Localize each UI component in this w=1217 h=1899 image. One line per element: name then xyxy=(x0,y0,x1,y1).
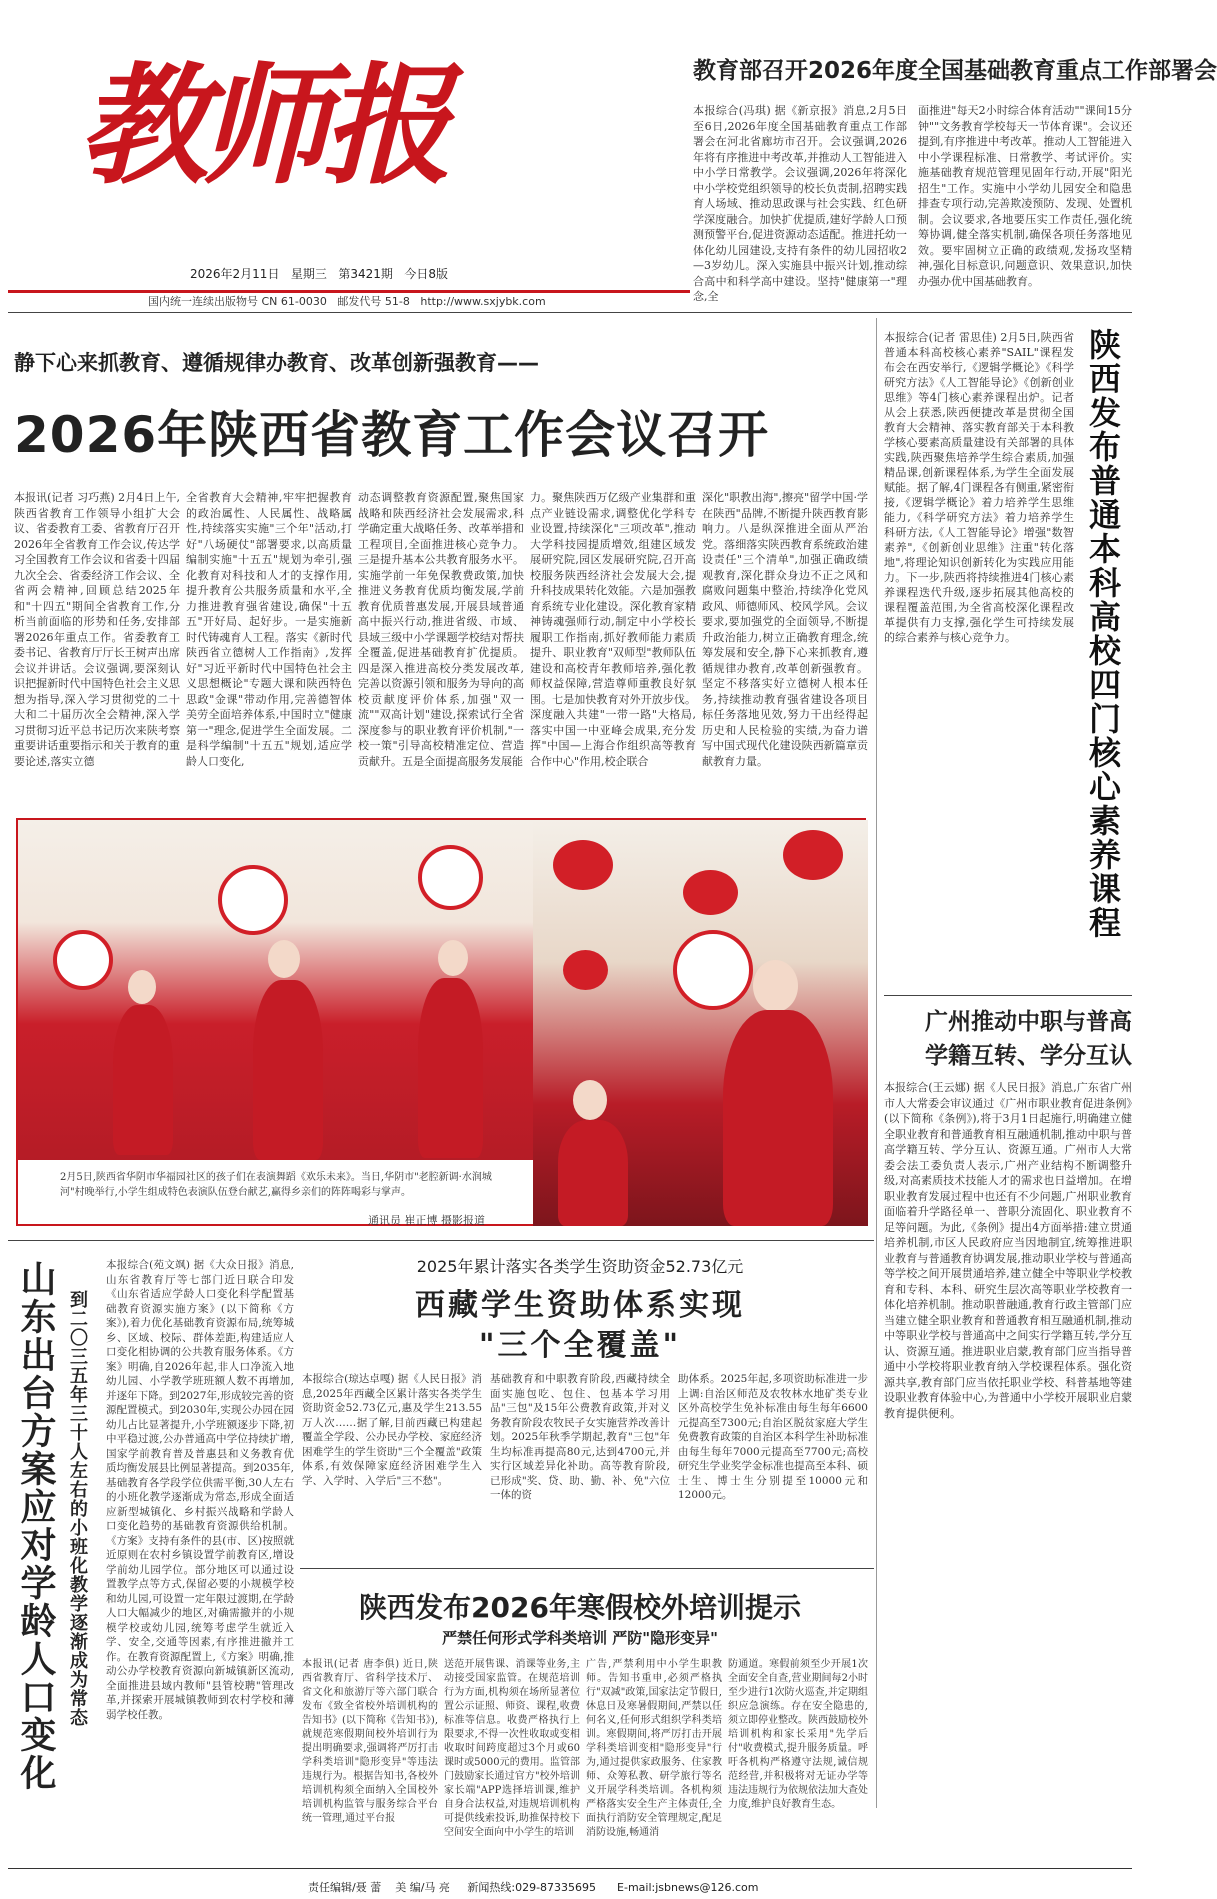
masthead-rule xyxy=(8,290,690,293)
footer-email[interactable]: E-mail:jsbnews@126.com xyxy=(617,1881,759,1894)
red-fan xyxy=(673,930,753,1010)
lantern xyxy=(783,830,843,880)
issue-number: 第3421期 xyxy=(338,267,393,281)
photo-right-dancer xyxy=(533,820,868,1226)
dancer xyxy=(558,1120,628,1226)
child-face xyxy=(753,960,798,1012)
divider xyxy=(8,312,1132,313)
dancer xyxy=(723,1010,833,1226)
red-fan xyxy=(218,865,288,935)
dancer xyxy=(418,978,483,1158)
child-face xyxy=(438,940,468,976)
shandong-body: 本报综合(苑文飒) 据《大众日报》消息,山东省教育厅等七部门近日联合印发《山东省适应学龄人口变化科学配置基础教育资源实施方案》(以下简称《方案》),着力优化基础教育资源布局,统筹城乡、区域、校际、群体差距,构建适应人口变化相协调的公共教育服务体系。《方案》明确,自2026年起,非人口净流入地幼儿园、小学教学班班额人数不再增加,并逐年下降。到2027年,形成较完善的资源配置模式。到2030年,实现公办园在园幼儿占比显著提升,小学班额逐步下降,初中平稳过渡,公办普通高中学位持续扩增,国家学前教育普及普惠县和义务教育优质均衡发展县比例显著提高。到2035年,基础教育各学段学位供需平衡,30人左右的小班化教学逐渐成为常态,形成全面适应新型城镇化、乡村振兴战略和学龄人口变化趋势的基础教育资源供给机制。《方案》支持有条件的县(市、区)按照就近原则在农村乡镇设置学前教育区,增设学前幼儿园学位。部分地区可以通过设置教学点等方式,保留必要的小规模学校和幼儿园,可设置一定年限过渡期,在学龄人口大幅减少的地区,对确需撤并的小规模学校或幼儿园,统筹考虑学生就近入学、安全,交通等因素,有序推进撤并工作。在教育资源配置上,《方案》明确,推动公办学校教育资源向新城镇新区流动,全面推进县域内教师"县管校聘"管理改革,并探索开展城镇教师到农村学校和薄弱学校任教。 xyxy=(106,1259,294,1721)
dancer xyxy=(253,980,323,1160)
red-fan xyxy=(53,930,113,990)
child-face xyxy=(268,940,300,978)
registration-cn: 国内统一连续出版物号 CN 61-0030 xyxy=(148,295,327,308)
divider xyxy=(8,1240,874,1241)
winter-headline: 陕西发布2026年寒假校外培训提示 xyxy=(359,1591,801,1624)
lead-col-4: 力。聚焦陕西万亿级产业集群和重点产业链设需求,调整优化学科专业设置,持续深化"三项改革",推动大学科技园提质增效,组建区域发展研究院,园区发展研究院,召开高校服务陕西经济社会发展大会,提升科技成果转化效能。六是加强教育系统专业化建设。深化教育家精神铸魂强师行动,制定中小学校长履职工作指南,抓好教师能力素质提升、职业教育"双师型"教师队伍建设和高校青年教师培养,强化教师权益保障,营造尊师重教良好氛围。七是加快教育对外开放步伐。深度融入共建"一带一路"大格局,落实中国一中亚峰会成果,充分发挥"中国—上海合作组织高等教育合作中心"作用,校企联合 xyxy=(530,491,696,768)
news-photo xyxy=(16,818,866,1226)
guangzhou-headline-2: 学籍互转、学分互认 xyxy=(925,1043,1132,1069)
lead-col-3: 动态调整教育资源配置,聚焦国家战略和陕西经济社会发展需求,科学确定重大战略任务、改革举措和工程项目,全面推进核心竞争力。三是提升基本公共教育服务水平。实施学前一年免保教费政策,加快推进义务教育优质均衡发展,学前教育优质普惠发展,开展县域普通高中振兴行动,推进省级、市域、县域三级中小学课题学校结对帮扶全覆盖,促进基础教育扩优提质。四是深入推进高校分类发展改革,完善以资源引领和服务为导向的高校贡献度评价体系,加强"双一流""双高计划"建设,探索试行全省深度参与的职业教育评价机制,"一校一策"引导高校精准定位、营造贡献升。五是全面提高服务发展能 xyxy=(358,491,524,768)
lantern xyxy=(553,840,613,890)
guangzhou-body: 本报综合(王云娜) 据《人民日报》消息,广东省广州市人大常委会审议通过《广州市职业教育促进条例》(以下简称《条例》),将于3月1日起施行,明确建立健全职业教育和普通教育相互融通机制,推动中职与普高学籍互转、学分互认、资源互通。广州市人大常委会法工委负责人表示,广州产业结构不断调整升级,对高素质技术技能人才的需求也日益增加。在增职业教育发展过程中也还有不少问题,广州职业教育面临着升学路径单一、普职分流固化、职业教育不足等问题。为此,《条例》提出4方面举措:建立贯通培养机制,市区人民政府应当因地制宜,统筹推进职业教育与普通教育协调发展,推动职业学校与普通高等学校之间开展贯通培养,建立健全中等职业学校教育和专科、本科、研究生层次高等职业学校教育一体化培养机制。推动职普融通,教育行政主管部门应当建立健全职业教育和普通教育相互融通机制,推动中等职业学校与普通高中之间实行学籍互转,学分互认、资源互通。推进职业启蒙,教育部门应当指导普通中小学校将职业教育纳入学校课程体系。强化资源共享,教育部门应当依托职业学校、科普基地等建设职业教育体验中心,为普通中小学校开展职业启蒙教育提供便利。 xyxy=(884,1081,1132,1420)
masthead-logo: 教师报 xyxy=(78,49,445,202)
tibet-kicker: 2025年累计落实各类学生资助资金52.73亿元 xyxy=(416,1257,744,1276)
registration-line xyxy=(8,294,690,310)
lead-col-1: 本报讯(记者 习巧燕) 2月4日上午,陕西省教育工作领导小组扩大会议、省委教育工委、省教育厅召开2026年全省教育工作会议,传达学习全国教育工作会议和省委十四届九次全会、省委经济工作会议、全省两会精神,回顾总结2025年和"十四五"期间全省教育工作,分析当前面临的形势和任务,安排部署2026年重点工作。省委教育工委书记、省教育厅厅长王树声出席会议并讲话。会议强调,要深刻认识把握新时代中国特色社会主义思想为指导,深入学习贯彻党的二十大和二十届历次全会精神,深入学习贯彻习近平总书记历次来陕考察重要讲话重要指示和关于教育的重要论述,落实立德 xyxy=(14,491,180,768)
page-footer xyxy=(8,1868,1132,1895)
child-face xyxy=(573,1080,607,1120)
top-story-headline: 教育部召开2026年度全国基础教育重点工作部署会 xyxy=(693,58,1217,84)
lead-headline: 2026年陕西省教育工作会议召开 xyxy=(14,406,770,464)
tibet-col-3: 助体系。2025年起,多项资助标准进一步上调:自治区师范及农牧林水地矿类专业区外高校学生免补标准由每生每年6600元提高至7300元;自治区脱贫家庭大学生免费教育政策的自治区本科学生补助标准由每生每年7000元提高至7700元;高校研究生学业奖学金标准也提高至本科、硕士生、博士生分别提至10000元和12000元。 xyxy=(678,1373,868,1501)
tibet-col-2: 基础教育和中职教育阶段,西藏持续全面实施包吃、包住、包基本学习用品"三包"及15年公费教育政策,并对义务教育阶段农牧民子女实施营养改善计划。2025年秋季学期起,教育"三包"年生均标准再提高80元,达到4700元,并实行区域差异化补助。高等教育阶段,已形成"奖、贷、助、勤、补、免"六位一体的资 xyxy=(490,1373,670,1501)
website-link[interactable]: http://www.sxjybk.com xyxy=(420,295,546,308)
tibet-headline-1: 西藏学生资助体系实现 xyxy=(415,1288,745,1323)
winter-col-3: 广告,严禁利用中小学生职教师。告知书重申,必须严格执行"双减"政策,国家法定节假日,休息日及寒暑假期间,严禁以任何名义,任何形式组织学科类培训。寒假期间,将严厉打击开展学科类培训变相"隐形变异"行为,通过提供家政服务、住家教师、众筹私教、研学旅行等名义开展学科类培训。各机构须严格落实安全生产主体责任,全面执行消防安全管理规定,配足消防设施,畅通消 xyxy=(586,1659,722,1838)
footer-designer: 美 编/马 亮 xyxy=(395,1881,450,1894)
shandong-subhead: 到二〇三五年三十人左右的小班化教学逐渐成为常态 xyxy=(67,1290,88,1727)
red-fan xyxy=(418,845,483,910)
winter-subhead: 严禁任何形式学科类培训 严防"隐形变异" xyxy=(442,1629,718,1647)
divider xyxy=(300,1568,874,1569)
lead-kicker: 静下心来抓教育、遵循规律办教育、改革创新强教育—— xyxy=(14,351,539,375)
child-face xyxy=(128,970,156,1004)
shandong-headline: 山东出台方案应对学龄人口变化 xyxy=(15,1260,56,1792)
lantern xyxy=(683,870,738,915)
dancer xyxy=(113,1005,173,1155)
right-story-body: 本报综合(记者 雷思佳) 2月5日,陕西省普通本科高校核心素养"SAIL"课程发布会在西安举行,《逻辑学概论》《科学研究方法》《人工智能导论》《创新创业思维》等4门核心素养课程出炉。记者从会上获悉,陕西便捷改革是贯彻全国教育大会精神、落实教育部关于本科教学核心要素高质量建设有关部署的具体实践,陕西聚焦培养学生综合素质,加强精品课,创新课程体系,为学生全面发展赋能。据了解,4门课程各有侧重,紧密衔接,《逻辑学概论》着力培养学生思维能力,《科学研究方法》着力培养学生科研方法,《人工智能导论》增强"数智素养",《创新创业思维》注重"转化落地",将理论知识创新转化为实践应用能力。下一步,陕西将持续推进4门核心素养课程迭代升级,逐步拓展其他高校的课程覆盖范围,为全省高校深化课程改革提供有力支撑,强化学生可持续发展的综合素养与核心竞争力。 xyxy=(884,331,1074,644)
photo-credit: 通讯员 崔正博 摄影报道 xyxy=(368,1214,485,1227)
divider xyxy=(884,995,1132,996)
tibet-col-1: 本报综合(琼达卓嘎) 据《人民日报》消息,2025年西藏全区累计落实各类学生资助资金52.73亿元,惠及学生213.55万人次……据了解,目前西藏已构建起覆盖全学段、公办民办学校、家庭经济困难学生的学生资助"三个全覆盖"政策体系,有效保障家庭经济困难学生入学、入学时、入学后"三不愁"。 xyxy=(302,1373,482,1487)
winter-col-1: 本报讯(记者 唐李俱) 近日,陕西省教育厅、省科学技术厅、省文化和旅游厅等六部门联合发布《致全省校外培训机构的告知书》(以下简称《告知书》),就规范寒假期间校外培训行为提出明确要求,强调将严厉打击学科类培训"隐形变异"等违法违规行为。根据告知书,各校外培训机构须全面纳入全国校外培训机构监管与服务综合平台统一管理,通过平台报 xyxy=(302,1659,438,1824)
footer-editor: 责任编辑/聂 蕾 xyxy=(308,1881,382,1894)
photo-left-dancers xyxy=(18,820,533,1160)
issue-line xyxy=(190,265,448,282)
issue-pages: 今日8版 xyxy=(404,267,449,281)
right-story-headline: 陕西发布普通本科高校四门核心素养课程 xyxy=(1084,328,1122,940)
top-story-col-2: 面推进"每天2小时综合体育活动""课间15分钟""文务教育学校每天一节体育课"。会议还提到,有序推进中考改革。推动人工智能进入中小学课程标准、日常教学、考试评价。实施基础教育规范管理见固年行动,开展"阳光招生"工作。实施中小学幼儿园安全和隐患排查专项行动,完善欺凌预防、发现、处置机制。会议要求,各地要压实工作责任,强化统筹协调,健全落实机制,确保各项任务落地见效。要牢固树立正确的政绩观,发扬攻坚精神,强化目标意识,问题意识、效果意识,加快办强办优中国基础教育。 xyxy=(918,104,1132,288)
winter-col-4: 防通道。寒假前须至少开展1次全面安全自查,营业期间每2小时至少进行1次防火巡查,并定期组织应急演练。存在安全隐患的,须立即停业整改。陕西鼓励校外培训机构和家长采用"先学后付"收费模式,提升服务质量。呼吁各机构严格遵守法规,诚信规范经营,并积极将对无证办学等违法违规行为依规依法加大查处力度,维护良好教育生态。 xyxy=(728,1659,868,1810)
lantern xyxy=(563,950,608,990)
lead-col-5: 深化"职教出海",擦亮"留学中国·学在陕西"品牌,不断提升陕西教育影响力。八是纵深推进全面从严治党。落细落实陕西教育系统政治建设责任"三个清单",加强正确政绩观教育,深化群众身边不正之风和腐败问题集中整治,持续净化党风政风、师德师风、校风学风。会议要求,要加强党的全面领导,不断提升政治能力,树立正确教育理念,统筹发展和安全,静下心来抓教育,遵循规律办教育,改革创新强教育。坚定不移落实好立德树人根本任务,持续推动教育强省建设各项目标任务落地见效,努力干出经得起历史和人民检验的实绩,为奋力谱写中国式现代化建设陕西新篇章贡献教育力量。 xyxy=(702,491,868,768)
issue-weekday: 星期三 xyxy=(290,267,327,281)
issue-date: 2026年2月11日 xyxy=(190,267,280,281)
column-rule xyxy=(876,318,877,1808)
photo-caption: 2月5日,陕西省华阴市华福园社区的孩子们在表演舞蹈《欢乐未来》。当日,华阴市"老腔新调·水润城河"村晚举行,小学生组成特色表演队伍登台献艺,赢得乡亲们的阵阵喝彩与掌声。 xyxy=(60,1172,492,1198)
guangzhou-headline-1: 广州推动中职与普高 xyxy=(925,1009,1132,1035)
top-story-col-1: 本报综合(冯琪) 据《新京报》消息,2月5日至6日,2026年度全国基础教育重点工作部署会在河北省廊坊市召开。会议强调,2026年将有序推进中考改革,并推动人工智能进入中小学日常教学。会议强调,2026年将深化中小学校党组织领导的校长负责制,招聘实践育人场域、推动思政课与社会实践、红色研学深度融合。加快扩优提质,建好学龄人口预测预警平台,促进资源动态适配。推进托幼一体化幼儿园建设,支持有条件的幼儿园招收2—3岁幼儿。深入实施县中振兴计划,推动综合高中和科学高中建设。坚持"健康第一"理念,全 xyxy=(693,104,907,303)
winter-col-2: 送范开展售课、消课等业务,主动接受国家监管。在规范培训行为方面,机构须在场所显著位置公示证照、师资、课程,收费标准等信息。收费严格执行上限要求,不得一次性收取或变相收取时间跨度超过3个月或60课时或5000元的费用。监管部门鼓励家长通过官方"校外培训家长端"APP选择培训课,维护自身合法权益,对违规培训机构可提供线索投诉,助推保持校下空间安全面向中小学生的培训 xyxy=(444,1659,580,1838)
footer-hotline: 新闻热线:029-87335695 xyxy=(467,1881,597,1894)
postal-code: 邮发代号 51-8 xyxy=(337,295,410,308)
tibet-headline-2: "三个全覆盖" xyxy=(478,1328,682,1363)
lead-col-2: 全省教育大会精神,牢牢把握教育的政治属性、人民属性、战略属性,持续落实实施"三个年"活动,打好"八场硬仗"部署要求,以高质量编制实施"十五五"规划为牵引,强化教育对科技和人才的支撑作用,提升教育公共服务质量和水平,全力推进教育强省建设,确保"十五五"开好局、起好步。一是实施新时代铸魂育人工程。落实《新时代陕西省立德树人工作指南》,发挥好"习近平新时代中国特色社会主义思想概论"专题大课和陕西特色思政"金课"带动作用,完善德智体美劳全面培养体系,中国时立"健康第一"理念,促进学生全面发展。二是科学编制"十五五"规划,适应学龄人口变化, xyxy=(186,491,352,768)
